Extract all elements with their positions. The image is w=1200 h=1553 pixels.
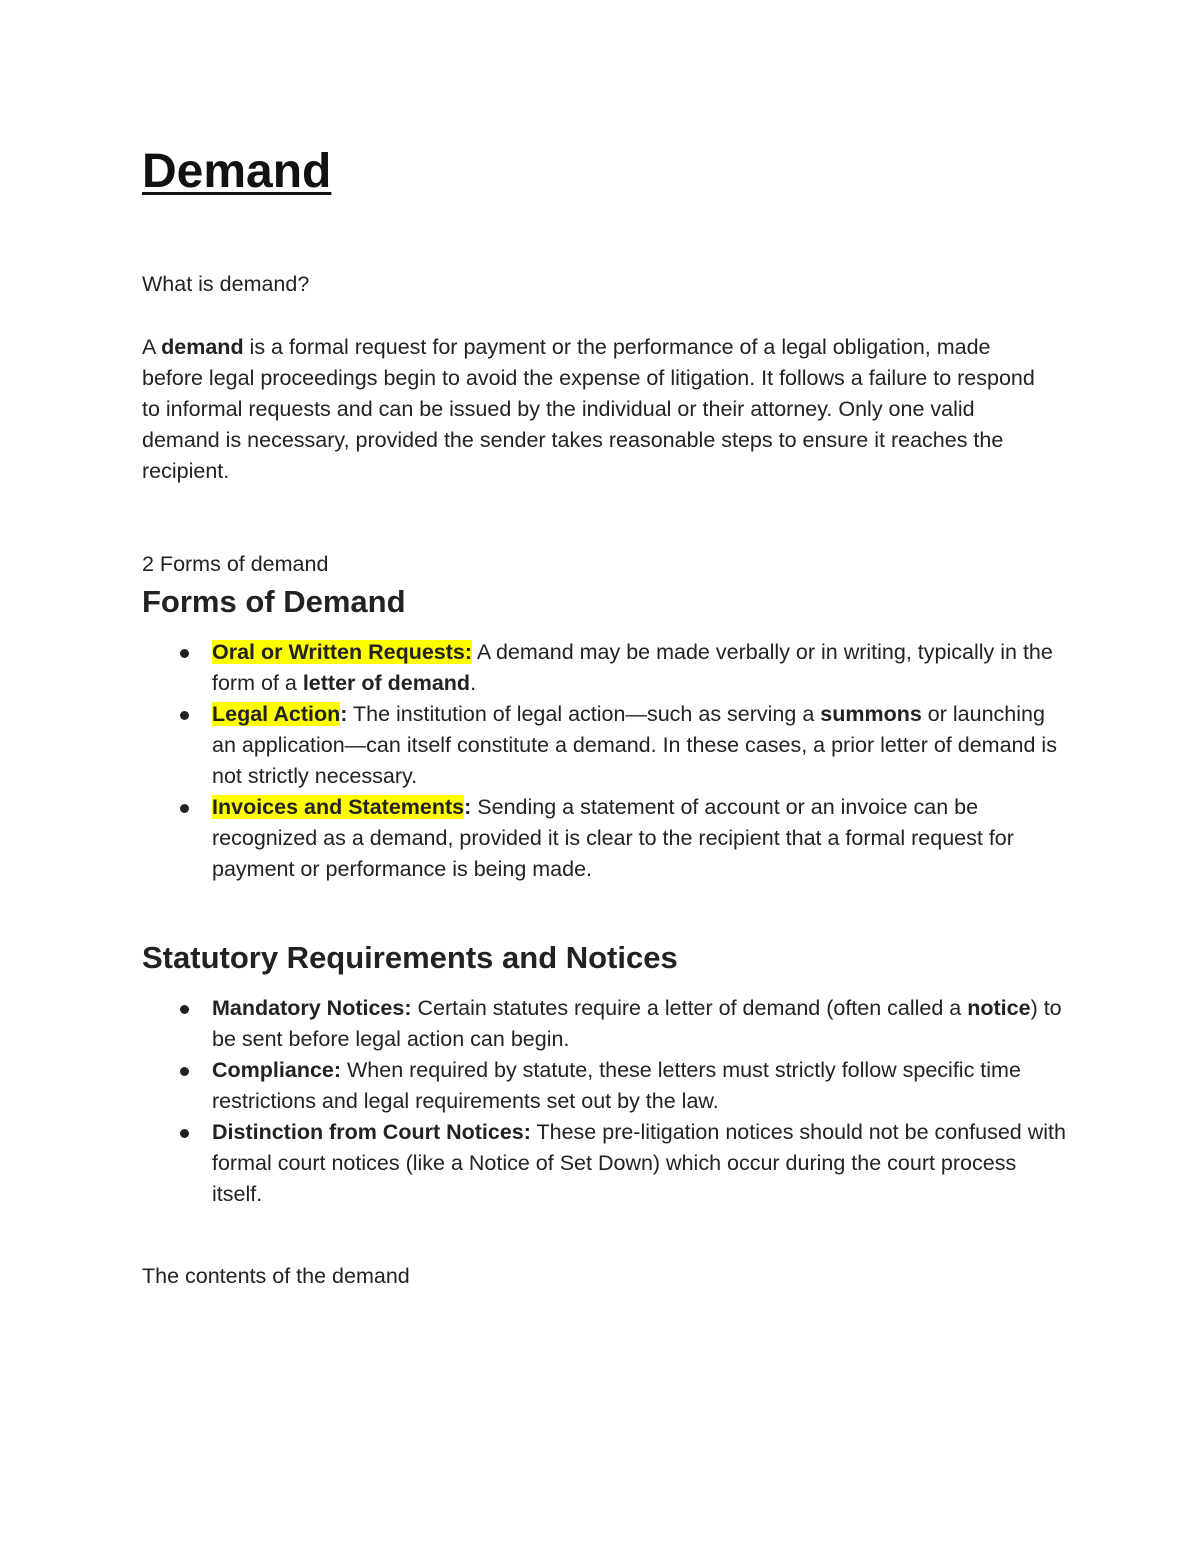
bullet-icon (180, 1129, 189, 1138)
item-text-end: ) to be sent before legal action can begin. (212, 996, 1062, 1051)
definition-paragraph (142, 332, 1047, 487)
bold-phrase: letter of demand (302, 671, 471, 695)
list-item (142, 1117, 1072, 1210)
term-colon: : (340, 702, 348, 726)
item-term: Compliance: (212, 1058, 342, 1082)
item-term: Mandatory Notices: (212, 996, 412, 1020)
bullet-icon (180, 1067, 189, 1076)
list-item (142, 637, 1072, 699)
bullet-icon (180, 649, 189, 658)
forms-of-demand-list (142, 637, 1072, 885)
item-text: Sending a statement of account or an invoice can be recognized as a demand, provided it is clear to the recipient that a formal request for payment or performance is being made. (212, 795, 1014, 881)
term-colon: : (464, 795, 472, 819)
forms-of-demand-heading: Forms of Demand (142, 584, 406, 619)
definition-text: is a formal request for payment or the performance of a legal obligation, made before legal proceedings begin to avoid the expense of litigation. It follows a failure to respond to informal requests and can be issued by the individual or their attorney. Only one valid demand is necessary, provided the sender takes reasonable steps to ensure it reaches the recipient. (142, 335, 1035, 483)
item-text-end: . (470, 671, 477, 695)
bold-phrase: notice (967, 996, 1031, 1020)
list-item (142, 792, 1072, 885)
definition-term: demand (161, 335, 244, 359)
highlighted-term: Legal Action (212, 702, 341, 726)
item-term: Distinction from Court Notices: (212, 1120, 531, 1144)
highlighted-term: Oral or Written Requests: (212, 640, 473, 664)
statutory-requirements-list (142, 993, 1072, 1210)
list-item (142, 1055, 1072, 1117)
item-text: Certain statutes require a letter of demand (often called a (411, 996, 968, 1020)
bullet-icon (180, 804, 189, 813)
list-item (142, 993, 1072, 1055)
item-text: The institution of legal action—such as serving a (347, 702, 821, 726)
statutory-requirements-heading: Statutory Requirements and Notices (142, 940, 678, 975)
document-title: Demand (142, 145, 332, 198)
definition-prefix: A (142, 335, 162, 359)
item-text: When required by statute, these letters must strictly follow specific time restrictions and legal requirements set out by the law. (212, 1058, 1021, 1113)
list-item (142, 699, 1072, 792)
item-text: These pre-litigation notices should not be confused with formal court notices (like a Notice of Set Down) which occur during the court process itself. (212, 1120, 1066, 1206)
item-text-end: or launching an application—can itself constitute a demand. In these cases, a prior letter of demand is not strictly necessary. (212, 702, 1057, 788)
item-text: A demand may be made verbally or in writing, typically in the form of a (212, 640, 1053, 695)
bullet-icon (180, 1005, 189, 1014)
highlighted-term: Invoices and Statements (212, 795, 465, 819)
bold-phrase: summons (820, 702, 922, 726)
bullet-icon (180, 711, 189, 720)
contents-label: The contents of the demand (142, 1264, 410, 1288)
forms-count-line: 2 Forms of demand (142, 552, 329, 576)
question-line: What is demand? (142, 272, 310, 296)
